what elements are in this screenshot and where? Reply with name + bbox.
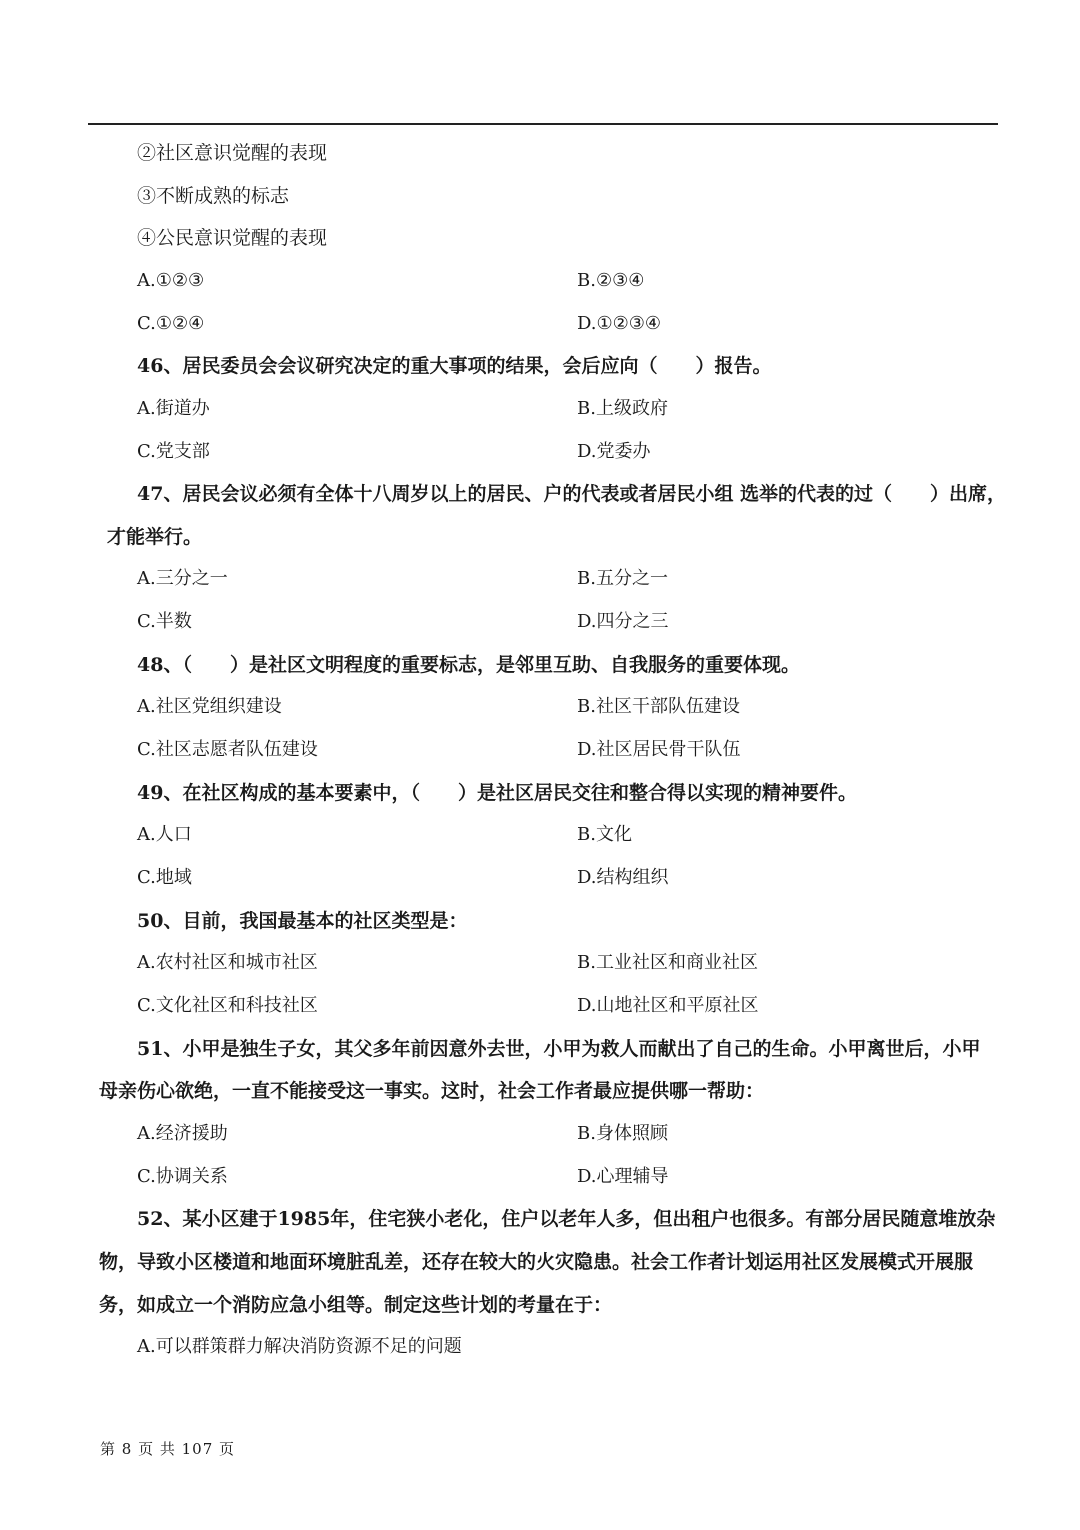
q49-option-c: C.地域 (137, 867, 192, 888)
q47-option-d: D.四分之三 (577, 611, 669, 632)
q46-stem: 46、居民委员会会议研究决定的重大事项的结果，会后应向（ ）报告。 (137, 355, 772, 377)
q46-option-c: C.党支部 (137, 441, 210, 462)
q49-option-b: B.文化 (577, 824, 632, 845)
q50-option-d: D.山地社区和平原社区 (577, 995, 759, 1016)
q52-option-a: A.可以群策群力解决消防资源不足的问题 (137, 1336, 462, 1357)
q46-option-b: B.上级政府 (577, 398, 668, 419)
q47-stem-line2: 才能举行。 (107, 526, 203, 548)
q52-stem-line3: 务，如成立一个消防应急小组等。制定这些计划的考量在于： (99, 1294, 613, 1316)
q52-stem-line1: 52、某小区建于1985年，住宅狭小老化，住户以老年人多，但出租户也很多。有部分居民随意堆放杂 (137, 1208, 996, 1230)
q48-option-b: B.社区干部队伍建设 (577, 696, 740, 717)
q50-option-c: C.文化社区和科技社区 (137, 995, 318, 1016)
q52-stem-line2: 物，导致小区楼道和地面环境脏乱差，还存在较大的火灾隐患。社会工作者计划运用社区发展模式开展服 (99, 1251, 974, 1273)
q45-option-c: C.①②④ (137, 313, 205, 334)
q48-option-d: D.社区居民骨干队伍 (577, 739, 741, 760)
q47-option-a: A.三分之一 (137, 568, 228, 589)
q46-option-d: D.党委办 (577, 441, 651, 462)
q48-option-c: C.社区志愿者队伍建设 (137, 739, 318, 760)
q48-stem: 48、（ ）是社区文明程度的重要标志，是邻里互助、自我服务的重要体现。 (137, 654, 800, 676)
q45-option-d: D.①②③④ (577, 313, 662, 334)
q47-stem-line1: 47、居民会议必须有全体十八周岁以上的居民、户的代表或者居民小组 选举的代表的过（ ）出席， (137, 483, 1007, 505)
q45-option-a: A.①②③ (137, 270, 205, 291)
q47-option-c: C.半数 (137, 611, 192, 632)
q47-option-b: B.五分之一 (577, 568, 668, 589)
statement-3: ③不断成熟的标志 (137, 185, 290, 207)
q51-stem-line1: 51、小甲是独生子女，其父多年前因意外去世，小甲为救人而献出了自己的生命。小甲离世后，小甲 (137, 1038, 981, 1060)
q51-option-c: C.协调关系 (137, 1166, 228, 1187)
q51-option-d: D.心理辅导 (577, 1166, 669, 1187)
q51-option-a: A.经济援助 (137, 1123, 228, 1144)
q49-option-a: A.人口 (137, 824, 192, 845)
q51-option-b: B.身体照顾 (577, 1123, 668, 1144)
q49-option-d: D.结构组织 (577, 867, 669, 888)
q50-option-a: A.农村社区和城市社区 (137, 952, 318, 973)
page-number: 第 8 页 共 107 页 (100, 1440, 236, 1458)
statement-4: ④公民意识觉醒的表现 (137, 227, 328, 249)
statement-2: ②社区意识觉醒的表现 (137, 142, 328, 164)
q51-stem-line2: 母亲伤心欲绝，一直不能接受这一事实。这时，社会工作者最应提供哪一帮助： (99, 1080, 765, 1102)
q45-option-b: B.②③④ (577, 270, 645, 291)
q46-option-a: A.街道办 (137, 398, 210, 419)
q50-option-b: B.工业社区和商业社区 (577, 952, 758, 973)
header-rule (88, 123, 998, 125)
q48-option-a: A.社区党组织建设 (137, 696, 282, 717)
q49-stem: 49、在社区构成的基本要素中，（ ）是社区居民交往和整合得以实现的精神要件。 (137, 782, 857, 804)
q50-stem: 50、目前，我国最基本的社区类型是： (137, 910, 468, 932)
